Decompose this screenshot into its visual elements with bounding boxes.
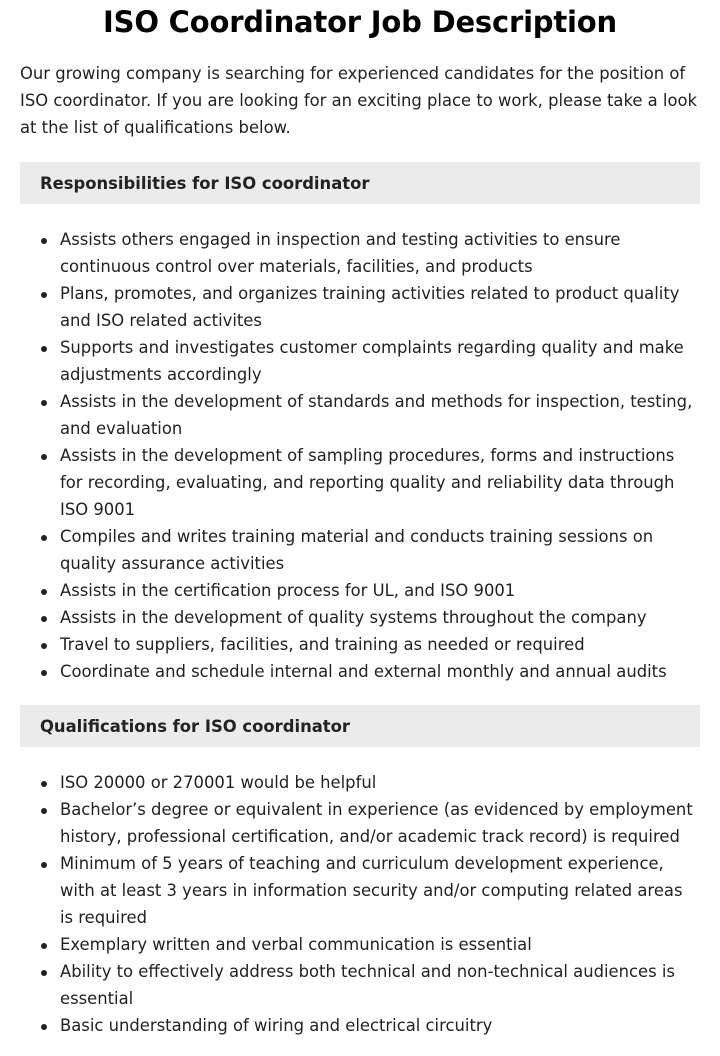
list-item: Bachelor’s degree or equivalent in experience (as evidenced by employment history, professional certification, and/or academic track record) is required bbox=[20, 796, 700, 850]
list-item: Travel to suppliers, facilities, and training as needed or required bbox=[20, 631, 700, 658]
list-item: Assists in the development of standards and methods for inspection, testing, and evaluation bbox=[20, 388, 700, 442]
qualifications-list bbox=[20, 769, 700, 1039]
list-item: Supports and investigates customer complaints regarding quality and make adjustments accordingly bbox=[20, 334, 700, 388]
list-item: Assists in the development of quality systems throughout the company bbox=[20, 604, 700, 631]
page-title: ISO Coordinator Job Description bbox=[103, 5, 617, 39]
list-item: Assists in the development of sampling procedures, forms and instructions for recording, evaluating, and reporting quality and reliability data through ISO 9001 bbox=[20, 442, 700, 523]
intro-paragraph: Our growing company is searching for experienced candidates for the position of ISO coordinator. If you are looking for an exciting place to work, please take a look at the list of qualifications below. bbox=[20, 64, 698, 137]
list-item: Compiles and writes training material and conducts training sessions on quality assurance activities bbox=[20, 523, 700, 577]
list-item: Ability to effectively address both technical and non-technical audiences is essential bbox=[20, 958, 700, 1012]
list-item: Coordinate and schedule internal and external monthly and annual audits bbox=[20, 658, 700, 685]
list-item: Basic understanding of wiring and electrical circuitry bbox=[20, 1012, 700, 1039]
list-item: Assists in the certification process for UL, and ISO 9001 bbox=[20, 577, 700, 604]
list-item: ISO 20000 or 270001 would be helpful bbox=[20, 769, 700, 796]
list-item: Assists others engaged in inspection and testing activities to ensure continuous control over materials, facilities, and products bbox=[20, 226, 700, 280]
qualifications-heading: Qualifications for ISO coordinator bbox=[20, 705, 700, 747]
responsibilities-list bbox=[20, 226, 700, 685]
list-item: Plans, promotes, and organizes training activities related to product quality and ISO related activites bbox=[20, 280, 700, 334]
list-item: Minimum of 5 years of teaching and curriculum development experience, with at least 3 years in information security and/or computing related areas is required bbox=[20, 850, 700, 931]
responsibilities-heading: Responsibilities for ISO coordinator bbox=[20, 162, 700, 204]
list-item: Exemplary written and verbal communication is essential bbox=[20, 931, 700, 958]
